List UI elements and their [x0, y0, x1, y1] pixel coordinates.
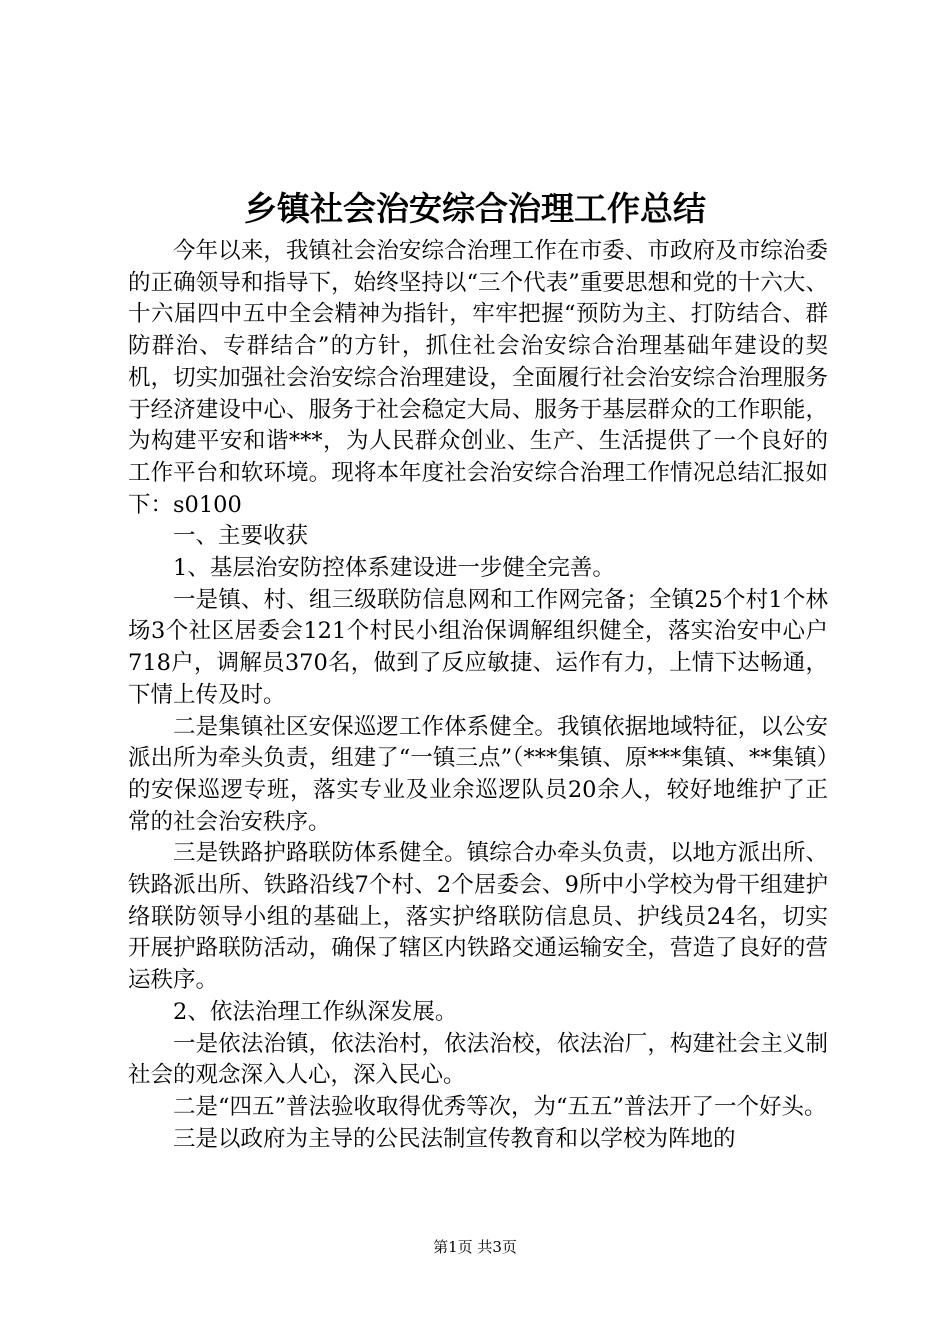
subsection-heading-legal-governance: 2、依法治理工作纵深发展。 [173, 998, 458, 1025]
document-body [128, 236, 828, 1155]
paragraph-legal-point-two: 二是“四五”普法验收取得优秀等次，为“五五”普法开了一个好头。 [173, 1093, 827, 1120]
paragraph-intro: 今年以来，我镇社会治安综合治理工作在市委、市政府及市综治委的正确领导和指导下，始终坚持以“三个代表”重要思想和党的十六大、十六届四中五中全会精神为指针，牢牢把握“预防为主、打防结合、群防群治、专群结合”的方针，抓住社会治安综合治理基础年建设的契机，切实加强社会治安综合治理建设，全面履行社会治安综合治理服务于经济建设中心、服务于社会稳定大局、服务于基层群众的工作职能，为构建平安和谐***，为人民群众创业、生产、生活提供了一个良好的工作平台和软环境。现将本年度社会治安综合治理工作情况总结汇报如下：s0100 [128, 238, 828, 518]
subsection-heading-prevention-system: 1、基层治安防控体系建设进一步健全完善。 [173, 555, 615, 582]
paragraph-point-three: 三是铁路护路联防体系健全。镇综合办牵头负责，以地方派出所、铁路派出所、铁路沿线7个村、2个居委会、9所中小学校为骨干组建护络联防领导小组的基础上，落实护络联防信息员、护线员24名，切实开展护路联防活动，确保了辖区内铁路交通运输安全，营造了良好的营运秩序。 [128, 840, 828, 994]
section-heading-main-results: 一、主要收获 [173, 523, 309, 550]
document-title: 乡镇社会治安综合治理工作总结 [244, 189, 706, 228]
paragraph-point-two: 二是集镇社区安保巡逻工作体系健全。我镇依据地域特征，以公安派出所为牵头负责，组建了“一镇三点”（***集镇、原***集镇、**集镇）的安保巡逻专班，落实专业及业余巡逻队员20余人，较好地维护了正常的社会治安秩序。 [128, 713, 828, 835]
paragraph-point-one: 一是镇、村、组三级联防信息网和工作网完备；全镇25个村1个林场3个社区居委会121个村民小组治保调解组织健全，落实治安中心户718户，调解员370名，做到了反应敏捷、运作有力，上情下达畅通，下情上传及时。 [128, 586, 828, 708]
page-footer: 第1页 共3页 [433, 1238, 517, 1256]
paragraph-legal-point-one: 一是依法治镇，依法治村，依法治校，依法治厂，构建社会主义制社会的观念深入人心，深入民心。 [128, 1030, 828, 1089]
paragraph-legal-point-three: 三是以政府为主导的公民法制宣传教育和以学校为阵地的 [173, 1125, 736, 1152]
